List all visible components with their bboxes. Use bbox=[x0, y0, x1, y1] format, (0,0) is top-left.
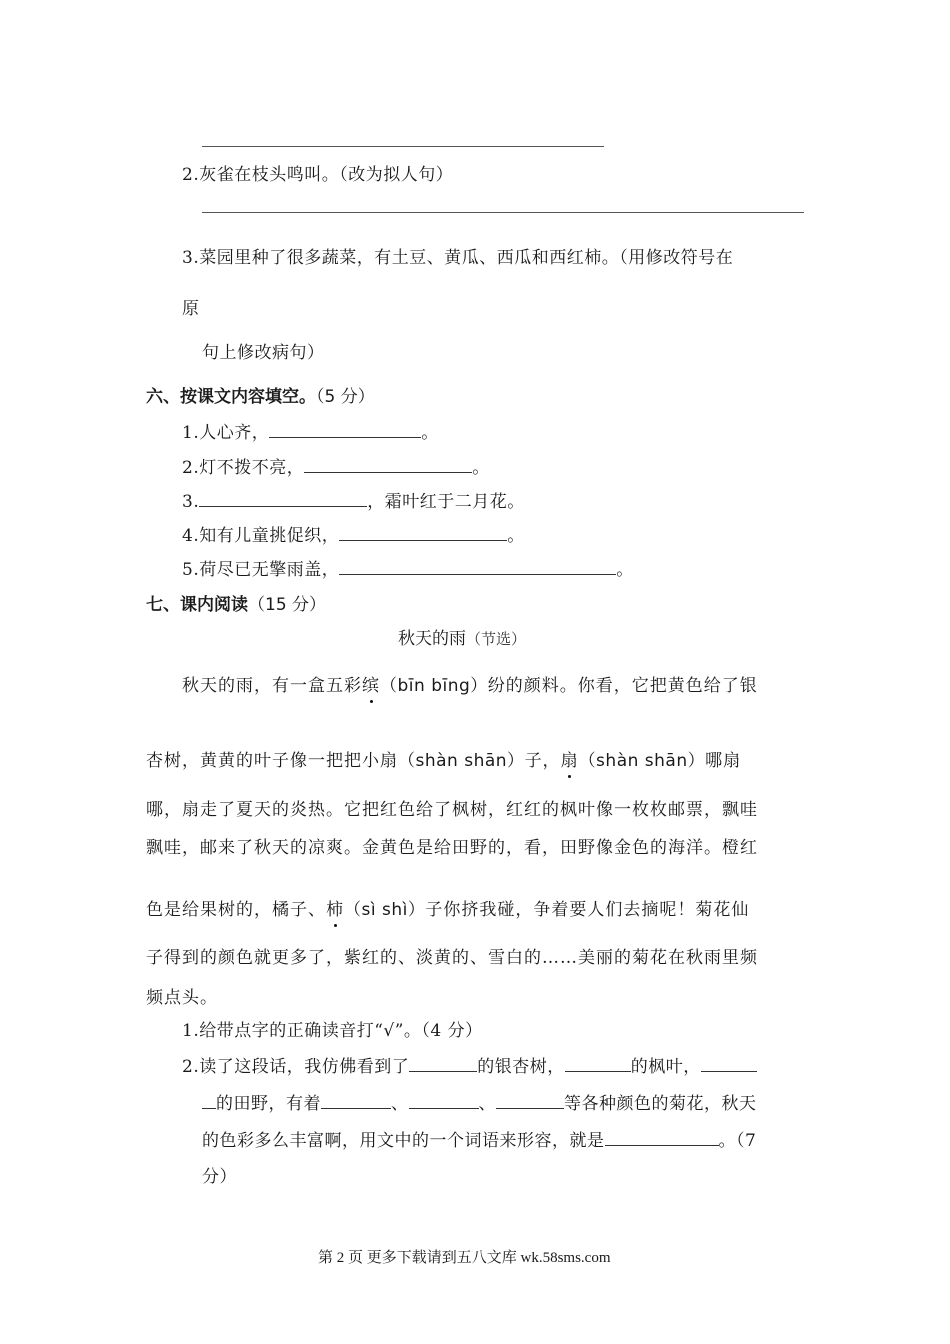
question-item-2: 2.灰雀在枝头鸣叫。（改为拟人句） bbox=[182, 165, 454, 185]
section-6-heading bbox=[146, 382, 375, 407]
fill-item-4-prompt: 4.知有儿童挑促织， bbox=[182, 526, 340, 546]
question-text: 。（7 bbox=[718, 1131, 757, 1151]
rq2-blank-3b[interactable] bbox=[202, 1091, 216, 1109]
dotted-char-1: 缤 bbox=[362, 671, 380, 696]
rq2-blank-5[interactable] bbox=[409, 1091, 479, 1109]
passage-subtitle: （节选） bbox=[466, 630, 527, 648]
section-6-title: 六、按课文内容填空。 bbox=[146, 387, 316, 407]
passage-text: 纷的颜料。你看，它把黄色给了银 bbox=[487, 676, 758, 696]
passage-text: 秋天的雨，有一盒五彩 bbox=[182, 676, 362, 696]
passage-line-6: 子得到的颜色就更多了，紫红的、淡黄的、雪白的……美丽的菊花在秋雨里频 bbox=[146, 948, 758, 968]
question-text: 的色彩多么丰富啊，用文中的一个词语来形容，就是 bbox=[202, 1131, 605, 1151]
question-text: 、 bbox=[391, 1094, 409, 1114]
section-7-title: 七、课内阅读 bbox=[146, 595, 248, 615]
rq2-blank-1[interactable] bbox=[409, 1054, 477, 1072]
fill-item-5-prompt: 5.荷尽已无擎雨盖， bbox=[182, 560, 340, 580]
dotted-char-2: 扇 bbox=[561, 746, 579, 771]
fill-item-2-prompt: 2.灯不拨不亮， bbox=[182, 458, 305, 478]
fill-item-3-end: ，霜叶红于二月花。 bbox=[367, 492, 525, 512]
reading-question-2-line2 bbox=[202, 1089, 757, 1114]
passage-line-3: 哪，扇走了夏天的炎热。它把红色给了枫树，红红的枫叶像一枚枚邮票，飘哇 bbox=[146, 800, 758, 820]
fill-item-3 bbox=[182, 487, 525, 512]
passage-text: 杏树，黄黄的叶子像一把把小扇 bbox=[146, 751, 398, 771]
pinyin-option-2: （shàn shān） bbox=[398, 751, 525, 771]
fill-item-2 bbox=[182, 453, 490, 478]
rq2-blank-7[interactable] bbox=[605, 1128, 719, 1146]
pinyin-option-4: （sì shì） bbox=[344, 900, 426, 920]
reading-question-1: 1.给带点字的正确读音打“√”。（4 分） bbox=[182, 1021, 483, 1041]
fill-blank-3[interactable] bbox=[199, 489, 367, 507]
fill-item-3-prompt: 3. bbox=[182, 492, 200, 512]
rq2-blank-2[interactable] bbox=[565, 1054, 631, 1072]
question-item-3: 3.菜园里种了很多蔬菜，有土豆、黄瓜、西瓜和西红柿。（用修改符号在 bbox=[182, 248, 734, 268]
fill-item-4-end: 。 bbox=[507, 526, 525, 546]
pinyin-option-1: （bīn bīng） bbox=[380, 676, 488, 696]
answer-line-2[interactable] bbox=[202, 212, 804, 213]
passage-line-2 bbox=[146, 746, 741, 771]
question-text: 的田野，有着 bbox=[216, 1094, 321, 1114]
fill-blank-5[interactable] bbox=[339, 557, 616, 575]
fill-blank-2[interactable] bbox=[304, 455, 472, 473]
fill-blank-1[interactable] bbox=[269, 420, 421, 438]
section-7-points: （15 分） bbox=[248, 595, 327, 615]
passage-title-text: 秋天的雨 bbox=[398, 629, 466, 649]
dotted-char-3: 柿 bbox=[326, 895, 344, 920]
passage-text: 子， bbox=[524, 751, 561, 771]
passage-line-4: 飘哇，邮来了秋天的凉爽。金黄色是给田野的，看，田野像金色的海洋。橙红 bbox=[146, 838, 758, 858]
reading-question-2 bbox=[182, 1052, 757, 1077]
answer-line-1[interactable] bbox=[202, 146, 604, 147]
passage-text: 子你挤我碰，争着要人们去摘呢！菊花仙 bbox=[425, 900, 750, 920]
question-text: 2.读了这段话，我仿佛看到了 bbox=[182, 1057, 410, 1077]
fill-item-5-end: 。 bbox=[616, 560, 634, 580]
fill-item-1 bbox=[182, 418, 439, 443]
fill-item-4 bbox=[182, 521, 525, 546]
question-item-3-cont: 原 bbox=[182, 299, 200, 319]
question-text: 的枫叶， bbox=[630, 1057, 701, 1077]
question-item-3-cont2: 句上修改病句） bbox=[202, 343, 325, 363]
passage-title bbox=[398, 624, 526, 649]
question-text: 、 bbox=[478, 1094, 496, 1114]
pinyin-option-3: （shàn shān） bbox=[578, 751, 706, 771]
page-footer: 第 2 页 更多下载请到五八文库 wk.58sms.com bbox=[318, 1250, 611, 1266]
fill-item-1-end: 。 bbox=[421, 423, 439, 443]
reading-question-2-line3 bbox=[202, 1126, 756, 1151]
passage-line-5 bbox=[146, 895, 749, 920]
fill-item-2-end: 。 bbox=[472, 458, 490, 478]
rq2-blank-4[interactable] bbox=[321, 1091, 391, 1109]
rq2-blank-3[interactable] bbox=[701, 1054, 757, 1072]
fill-blank-4[interactable] bbox=[339, 523, 507, 541]
passage-text: 色是给果树的，橘子、 bbox=[146, 900, 326, 920]
question-text: 的银杏树， bbox=[477, 1057, 565, 1077]
rq2-blank-6[interactable] bbox=[496, 1091, 564, 1109]
passage-line-1 bbox=[182, 671, 758, 696]
passage-text: 哪扇 bbox=[705, 751, 742, 771]
section-6-points: （5 分） bbox=[316, 387, 375, 407]
section-7-heading bbox=[146, 590, 326, 615]
fill-item-5 bbox=[182, 555, 634, 580]
reading-question-2-line4: 分） bbox=[202, 1167, 237, 1187]
question-text: 等各种颜色的菊花，秋天 bbox=[564, 1094, 757, 1114]
fill-item-1-prompt: 1.人心齐， bbox=[182, 423, 270, 443]
passage-line-7: 频点头。 bbox=[146, 988, 218, 1008]
